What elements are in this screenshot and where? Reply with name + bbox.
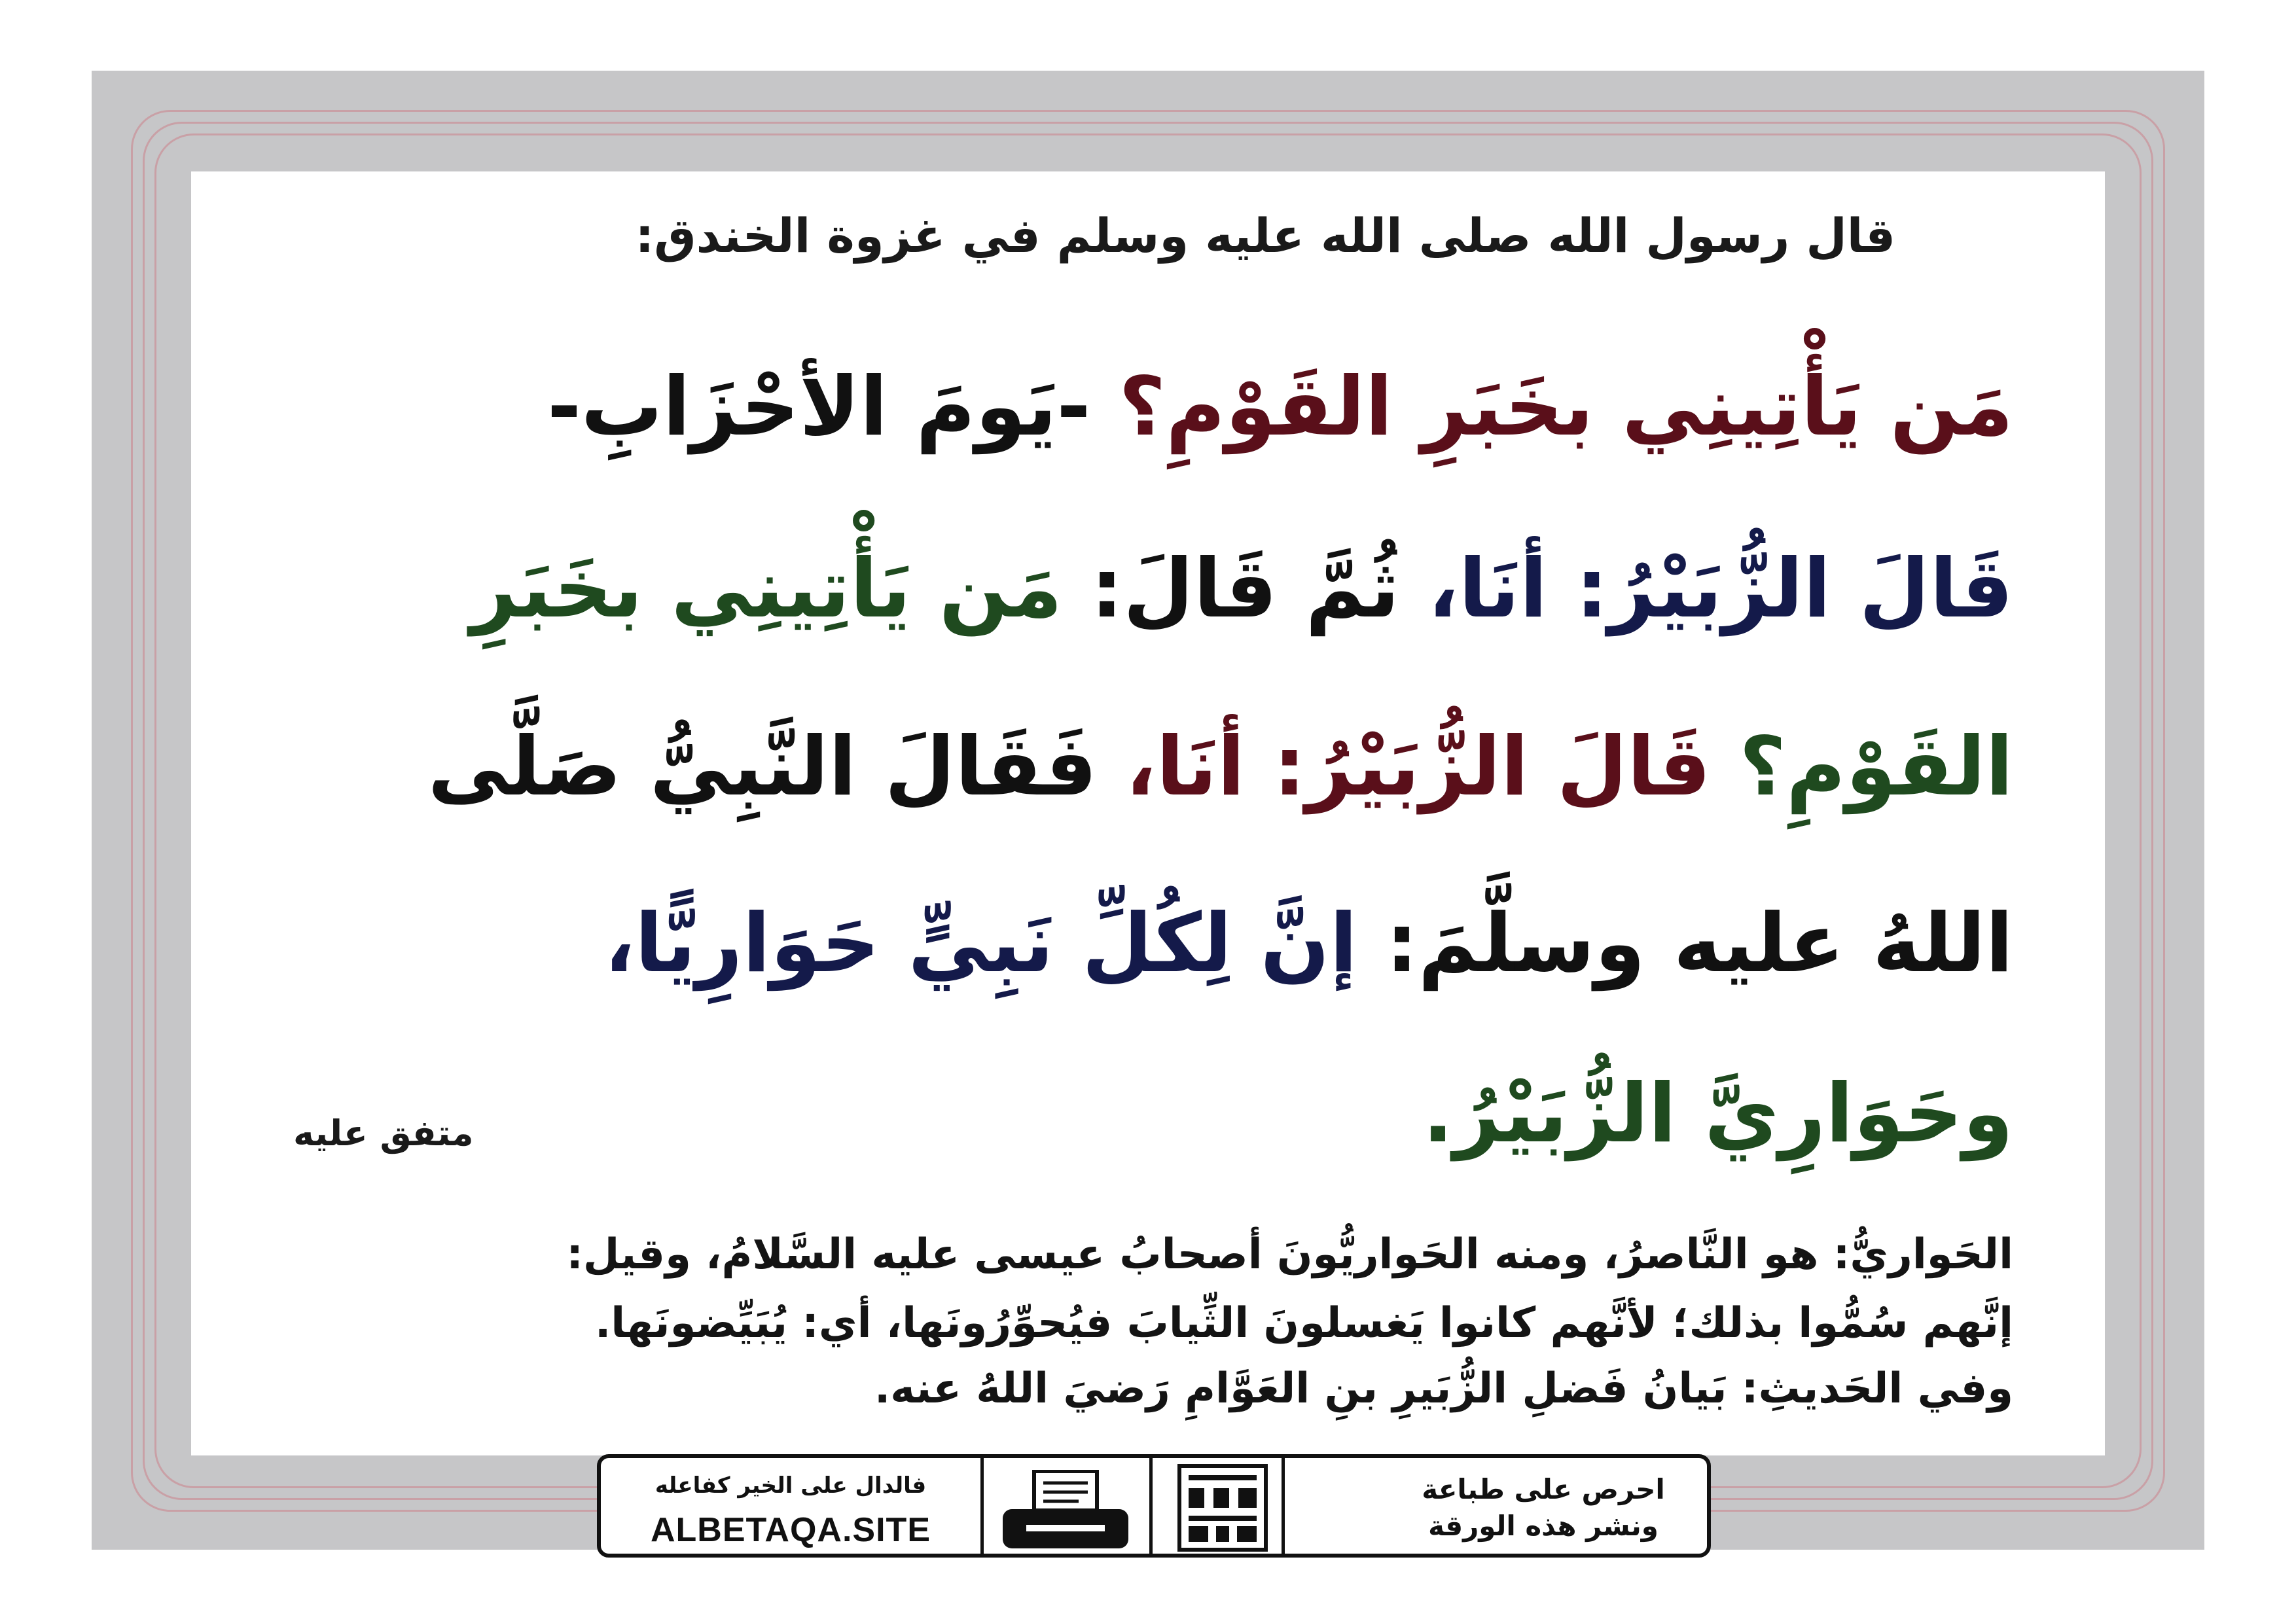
hadith-segment: مَن يَأْتِينِي بخَبَرِ القَوْمِ؟ xyxy=(1090,360,2013,454)
hadith-line xyxy=(547,360,2013,454)
footer-print-note xyxy=(1419,1471,1668,1544)
footer-print-line: ونشر هذه الورقة xyxy=(1428,1510,1659,1542)
printer-icon xyxy=(1000,1470,1131,1551)
hadith-segment: إنَّ لِكُلِّ نَبِيٍّ حَوَارِيًّا، xyxy=(603,897,1357,991)
hadith-line xyxy=(603,897,2013,991)
hadith-segment: اللهُ عليه وسلَّمَ: xyxy=(1357,897,2013,991)
hadith-line xyxy=(427,720,2013,814)
hadith-segment: فَقَالَ النَّبِيُّ صَلَّى xyxy=(427,720,1098,814)
footer-divider xyxy=(1282,1458,1285,1554)
hadith-line xyxy=(470,542,2013,636)
explanation-line: الحَواريُّ: هو النَّاصرُ، ومنه الحَواريُّونَ أصحابُ عيسى عليه السَّلامُ، وقيل: xyxy=(566,1230,2013,1279)
dawah-logo xyxy=(1177,1463,1268,1552)
hadith-segment: قَالَ الزُّبَيْرُ: أنَا، xyxy=(1097,720,1711,814)
footer-banner xyxy=(597,1454,1711,1558)
footer-print-line: احرص على طباعة xyxy=(1422,1473,1665,1505)
hadith-segment: ثُمَّ قَالَ: xyxy=(1062,542,1400,636)
hadith-reference: متفق عليه xyxy=(293,1113,474,1154)
footer-divider xyxy=(1149,1458,1153,1554)
hadith-segment: مَن يَأْتِينِي بخَبَرِ xyxy=(470,542,1063,636)
hadith-segment: قَالَ الزُّبَيْرُ: أنَا، xyxy=(1399,542,2013,636)
hadith-segment: -يَومَ الأحْزَابِ- xyxy=(547,360,1091,454)
hadith-line xyxy=(1422,1067,2013,1161)
explanation-line: وفي الحَديثِ: بَيانُ فَضلِ الزُّبَيرِ بنِ العَوَّامِ رَضيَ اللهُ عنه. xyxy=(874,1364,2013,1413)
explanation-line: إنَّهم سُمُّوا بذلك؛ لأنَّهم كانوا يَغسلونَ الثِّيابَ فيُحوِّرُونَها، أي: يُبَيِّضونَها. xyxy=(594,1299,2013,1347)
footer-divider xyxy=(980,1458,984,1554)
footer-motto: فالدال على الخير كفاعله xyxy=(655,1472,927,1499)
hadith-segment: القَوْمِ؟ xyxy=(1710,720,2013,814)
site-link[interactable]: ALBETAQA.SITE xyxy=(650,1511,931,1549)
hadith-intro: قال رسول الله صلى الله عليه وسلم في غزوة الخندق: xyxy=(635,208,1895,263)
hadith-segment: وحَوَارِيَّ الزُّبَيْرُ. xyxy=(1422,1067,2013,1161)
